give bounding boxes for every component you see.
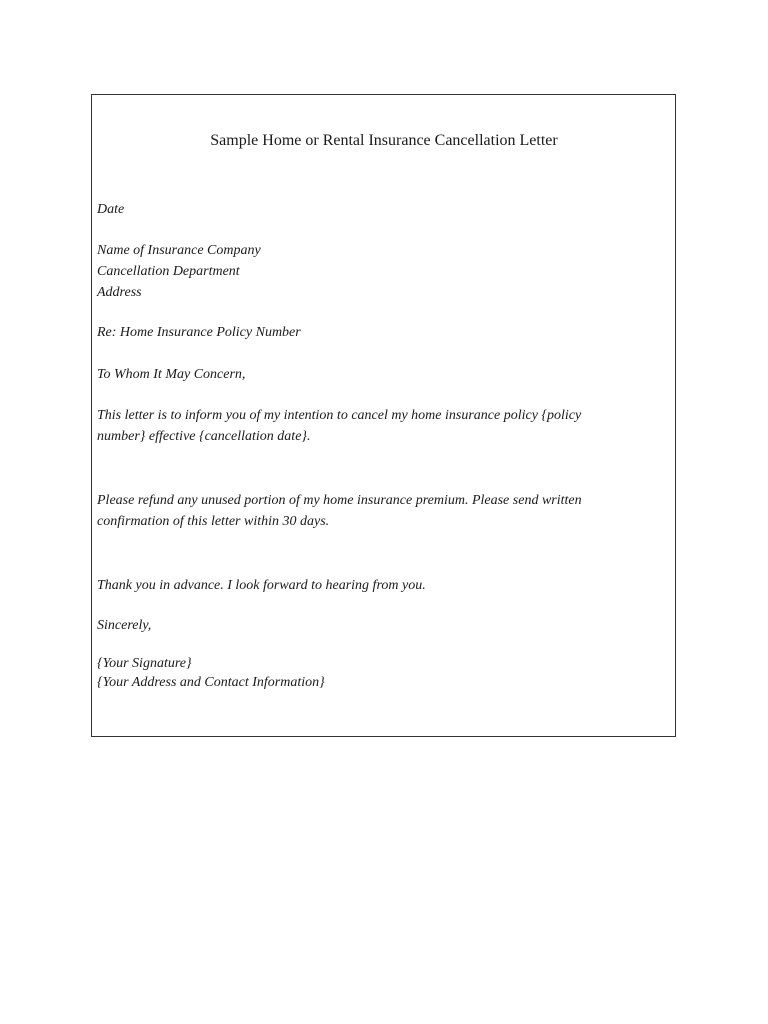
recipient-company: Name of Insurance Company xyxy=(97,243,261,258)
letter-title: Sample Home or Rental Insurance Cancellation Letter xyxy=(210,132,558,149)
date-line: Date xyxy=(97,202,125,217)
paragraph-1-line-2: number} effective {cancellation date}. xyxy=(97,429,311,444)
signature-placeholder: {Your Signature} xyxy=(97,656,192,671)
re-line: Re: Home Insurance Policy Number xyxy=(97,325,301,340)
paragraph-1-line-1: This letter is to inform you of my intention to cancel my home insurance policy {policy xyxy=(97,408,582,423)
paragraph-2-line-2: confirmation of this letter within 30 days. xyxy=(97,514,330,529)
paragraph-2-line-1: Please refund any unused portion of my home insurance premium. Please send written xyxy=(97,493,582,508)
recipient-department: Cancellation Department xyxy=(97,264,240,279)
contact-placeholder: {Your Address and Contact Information} xyxy=(97,675,325,690)
salutation: To Whom It May Concern, xyxy=(97,367,246,382)
recipient-address: Address xyxy=(97,285,142,300)
paragraph-3: Thank you in advance. I look forward to hearing from you. xyxy=(97,578,426,593)
closing: Sincerely, xyxy=(97,618,152,633)
